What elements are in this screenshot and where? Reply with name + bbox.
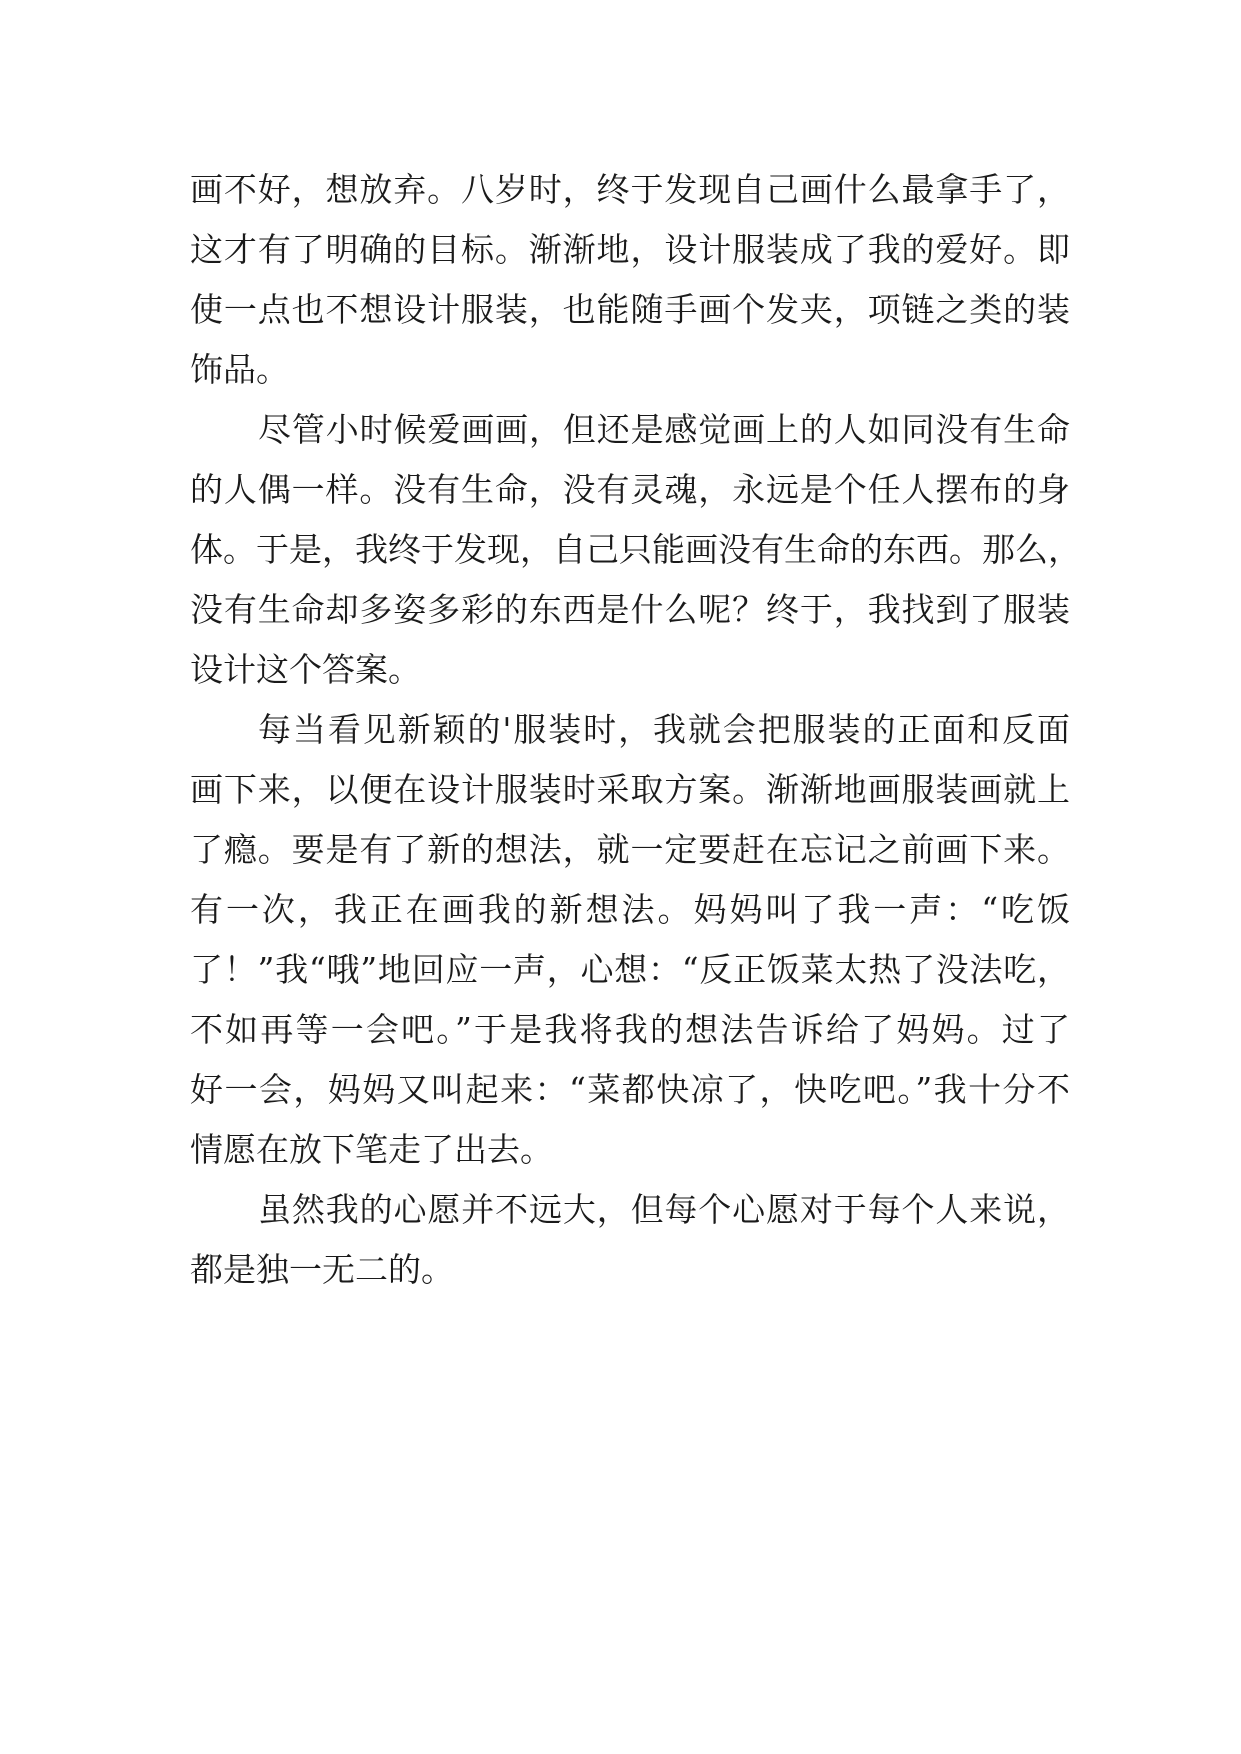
text-line: 画不好，想放弃。八岁时，终于发现自己画什么最拿手了， [190, 170, 1070, 209]
text-line: 不如再等一会吧。”于是我将我的想法告诉给了妈妈。过了 [190, 1010, 1070, 1049]
text-line: 这才有了明确的目标。渐渐地，设计服装成了我的爱好。即 [190, 230, 1070, 269]
text-line: 没有生命却多姿多彩的东西是什么呢？终于，我找到了服装 [190, 590, 1070, 629]
text-line: 尽管小时候爱画画，但还是感觉画上的人如同没有生命 [258, 410, 1070, 449]
text-line: 情愿在放下笔走了出去。 [190, 1130, 553, 1169]
paragraph-2 [190, 400, 1081, 700]
text-line: 的人偶一样。没有生命，没有灵魂，永远是个任人摆布的身 [190, 470, 1070, 509]
text-line: 了！”我“哦”地回应一声，心想：“反正饭菜太热了没法吃， [190, 950, 1070, 989]
text-line: 使一点也不想设计服装，也能随手画个发夹，项链之类的装 [190, 290, 1070, 329]
text-line: 好一会，妈妈又叫起来：“菜都快凉了，快吃吧。”我十分不 [190, 1070, 1070, 1109]
paragraph-1 [190, 160, 1070, 400]
paragraph-3 [190, 700, 1070, 1180]
essay-body [190, 160, 1081, 1300]
paragraph-4 [190, 1180, 1070, 1300]
text-line: 体。于是，我终于发现，自己只能画没有生命的东西。那么， [190, 530, 1081, 569]
text-line: 饰品。 [190, 350, 289, 389]
text-line: 画下来，以便在设计服装时采取方案。渐渐地画服装画就上 [190, 770, 1070, 809]
text-line: 设计这个答案。 [190, 650, 421, 689]
text-line: 都是独一无二的。 [190, 1250, 454, 1289]
text-line: 有一次，我正在画我的新想法。妈妈叫了我一声：“吃饭 [190, 890, 1070, 929]
text-line: 了瘾。要是有了新的想法，就一定要赶在忘记之前画下来。 [190, 830, 1070, 869]
text-line: 虽然我的心愿并不远大，但每个心愿对于每个人来说， [258, 1190, 1070, 1229]
text-line: 每当看见新颖的'服装时，我就会把服装的正面和反面 [258, 710, 1070, 749]
